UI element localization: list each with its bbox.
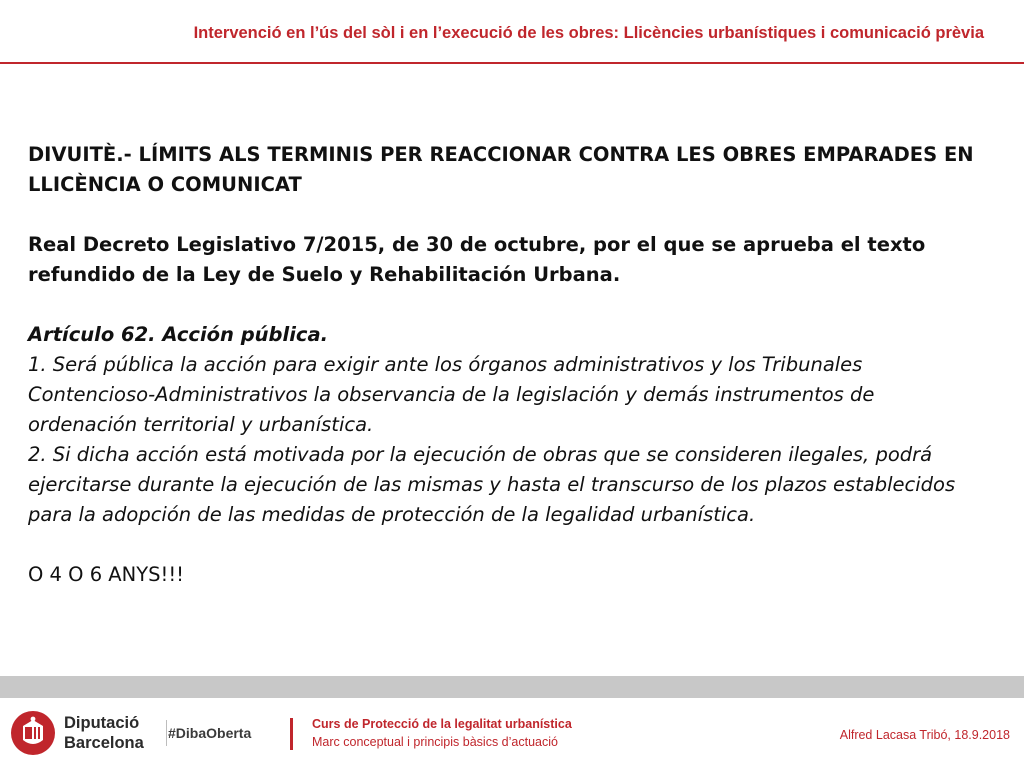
- hashtag-divider: [166, 720, 167, 746]
- logo-wordmark: Diputació Barcelona: [64, 714, 144, 752]
- author-date: Alfred Lacasa Tribó, 18.9.2018: [839, 728, 1010, 742]
- slide-content: [28, 140, 988, 590]
- article-paragraph: 2. Si dicha acción está motivada por la ejecución de obras que se consideren ilegales, podrá ejercitarse durante la ejecución de las mismas y hasta el transcurso de los plazos establecidos para la adopción de las medidas de protección de la legalidad urbanística.: [28, 443, 956, 526]
- section-heading: DIVUITÈ.- LÍMITS ALS TERMINIS PER REACCIONAR CONTRA LES OBRES EMPARADES EN LLICÈNCIA O COMUNICAT: [28, 143, 974, 196]
- course-subtitle: Marc conceptual i principis bàsics d’actuació: [312, 735, 558, 749]
- article-paragraph: 1. Será pública la acción para exigir ante los órganos administrativos y los Tribunales Contencioso-Administrativos la observancia de la legislación y demás instrumentos de ordenación territorial y urbanística.: [28, 353, 875, 436]
- header-title: Intervenció en l’ús del sòl i en l’execució de les obres: Llicències urbanístiques i comunicació prèvia: [193, 24, 984, 42]
- footer-band: [0, 676, 1024, 698]
- slide-header: [0, 0, 1024, 64]
- article-title: Artículo 62. Acción pública.: [28, 323, 329, 346]
- course-divider: [290, 718, 293, 750]
- slide-footer: [0, 698, 1024, 768]
- conclusion-text: O 4 O 6 ANYS!!!: [28, 563, 184, 586]
- course-info: [312, 715, 572, 751]
- course-title: Curs de Protecció de la legalitat urbanística: [312, 717, 572, 731]
- law-reference: Real Decreto Legislativo 7/2015, de 30 de octubre, por el que se aprueba el texto refundido de la Ley de Suelo y Rehabilitación Urbana.: [28, 233, 926, 286]
- diputacio-emblem-icon: [10, 710, 56, 756]
- hashtag: #DibaOberta: [168, 725, 252, 741]
